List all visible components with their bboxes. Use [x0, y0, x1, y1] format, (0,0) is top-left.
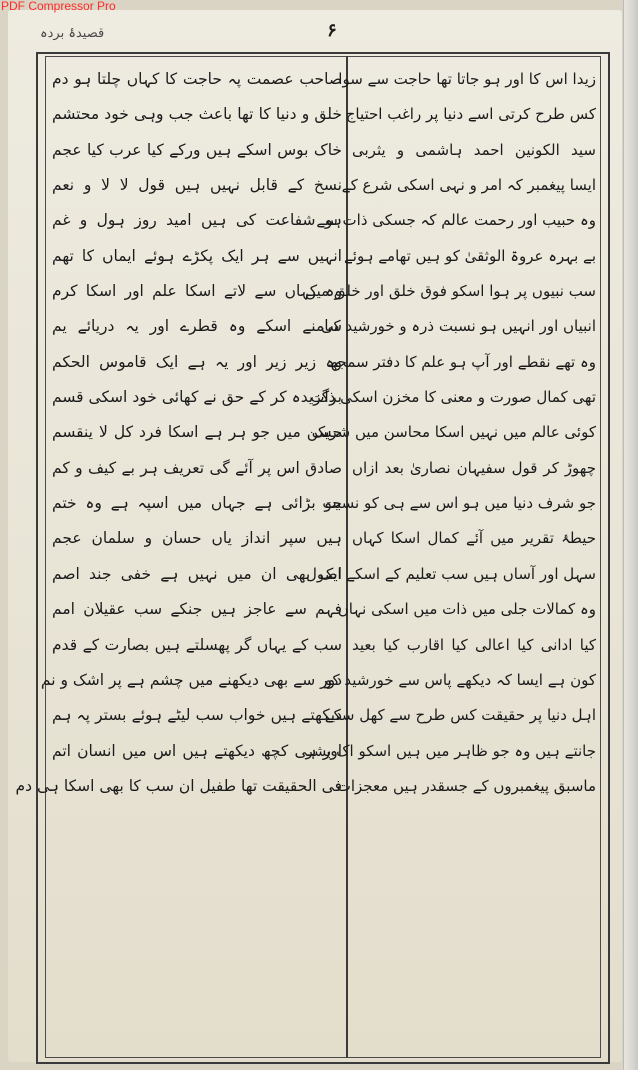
left-verse-line: حسن میں جو ہر ہے اسکا فرد کل لا ینقسم — [52, 423, 342, 442]
right-verse-line: سید الکونین احمد ہاشمی و یثربی — [352, 140, 596, 159]
left-verse-line: فی الحقیقت تھا طفیل ان سب کا بھی اسکا ہی دم — [15, 776, 342, 795]
left-verse-line: وہ زیر زیر اور یہ ہے ایک قاموس الحکم — [52, 352, 342, 371]
right-verse-line: ایسا پیغمبر کہ امر و نہی اسکی شرع کے — [341, 176, 596, 195]
right-column — [305, 62, 596, 1052]
right-verse-line: کیا ادانی کیا اعالی کیا اقارب کیا بعید — [352, 635, 596, 654]
left-verse-line: سب کے یہاں گر پھسلتے ہیں بصارت کے قدم — [52, 635, 342, 654]
right-verse-line: زیدا اس کا اور ہو جاتا تھا حاجت سے سوا — [338, 70, 596, 88]
left-verse-line: نسخ کے قابل نہیں ہیں قول لا لا و نعم — [52, 176, 342, 195]
left-verse-line: فہم سے عاجز ہیں جنکے سب عقیلان امم — [52, 600, 342, 619]
left-verse-line: صادق اس پر آئے گی تعریف ہر بے کیف و کم — [52, 458, 342, 477]
right-verse-line: وہ کمالات جلی میں ذات میں اسکی نہاں — [337, 600, 596, 619]
left-verse-line: دیکھتے ہیں خواب سب لیٹے ہوئے بستر پہ ہم — [52, 706, 342, 725]
right-verse-line: جانتے ہیں وہ جو ظاہر میں ہیں اسکو اک بشر — [305, 741, 596, 760]
right-verse-line: چھوڑ کر قول سفیہان نصاریٰ بعد ازاں — [352, 458, 596, 477]
left-column — [15, 62, 342, 1052]
left-verse-line: انہیں سے ہر ایک پکڑے ہوئے ایماں کا تھم — [52, 246, 342, 265]
right-verse-line: سہل اور آساں ہیں سب تعلیم کے اسکے اصول — [305, 564, 596, 583]
left-verse-line: صاحب عصمت پہ حاجت کا کہاں چلتا ہو دم — [52, 70, 342, 88]
left-verse-line: ایک بھی ان میں نہیں ہے خفی جند اصم — [52, 564, 342, 583]
left-verse-line: وہ کہاں سے لاتے اسکا علم اور اسکا کرم — [52, 282, 342, 301]
right-verse-line: تھی کمال صورت و معنی کا مخزن اسکی ذات — [310, 388, 596, 407]
right-verse-line: کوئی عالم میں نہیں اسکا محاسن میں شریک — [311, 423, 596, 442]
left-verse-line: خاک بوس اسکے ہیں ورکے کیا عرب کیا عجم — [52, 140, 342, 159]
left-verse-line: دور سے بھی دیکھنے میں چشم ہے پر اشک و نم — [40, 670, 342, 689]
right-verse-line: ماسبق پیغمبروں کے جسقدر ہیں معجزات — [336, 776, 596, 795]
right-verse-line: وہ حبیب اور رحمت عالم کہ جسکی ذات سے — [316, 211, 596, 230]
left-verse-line: ہو شفاعت کی ہیں امید روز ہول و غم — [52, 211, 342, 230]
right-verse-line: کون ہے ایسا کہ دیکھے پاس سے خورشید کو — [324, 670, 596, 689]
left-verse-line: برگزیدہ کر کے حق نے کھائی خود اسکی قسم — [52, 388, 342, 407]
left-verse-line: اور ہی کچھ دیکھتے ہیں اس میں انسان اتم — [52, 741, 342, 760]
left-verse-line: سامنے اسکے وہ قطرے اور یہ دریائے یم — [52, 317, 342, 336]
left-verse-line: جو بڑائی ہے جہاں میں اسپہ ہے وہ ختم — [52, 494, 342, 513]
right-verse-line: کس طرح کرتی اسے دنیا پر راغب احتیاج — [345, 105, 596, 124]
watermark-label: PDF Compressor Pro — [1, 0, 116, 13]
right-verse-line: انبیاں اور انہیں ہو نسبت ذرہ و خورشید کی — [320, 317, 596, 336]
left-verse-line: خلق و دنیا کا تھا باعث جب وہی خود محتشم — [52, 105, 342, 124]
right-verse-line: اہل دنیا پر حقیقت کس طرح سے کھل سکے — [324, 706, 596, 725]
right-verse-line: حیطۂ تقریر میں آئے کمال اسکا کہاں — [352, 529, 596, 548]
right-verse-line: جو شرف دنیا میں ہو اس سے ہی کو نسبت — [322, 494, 596, 513]
page-number: ۶ — [327, 20, 337, 41]
right-verse-line: سب نبیوں پر ہوا اسکو فوق خلق اور خلق میں — [305, 282, 596, 301]
book-spine-edge — [623, 0, 638, 1070]
left-verse-line: ہیں سپر انداز یاں حسان و سلمان عجم — [52, 529, 342, 548]
running-head: قصیدۂ بردہ — [40, 26, 105, 41]
right-verse-line: وہ تھے نقطے اور آپ ہو علم کا دفتر سمجھ — [328, 352, 596, 371]
right-verse-line: بے بہرہ عروۃ الوثقیٰ کو ہیں تھامے ہوئے — [344, 246, 596, 265]
